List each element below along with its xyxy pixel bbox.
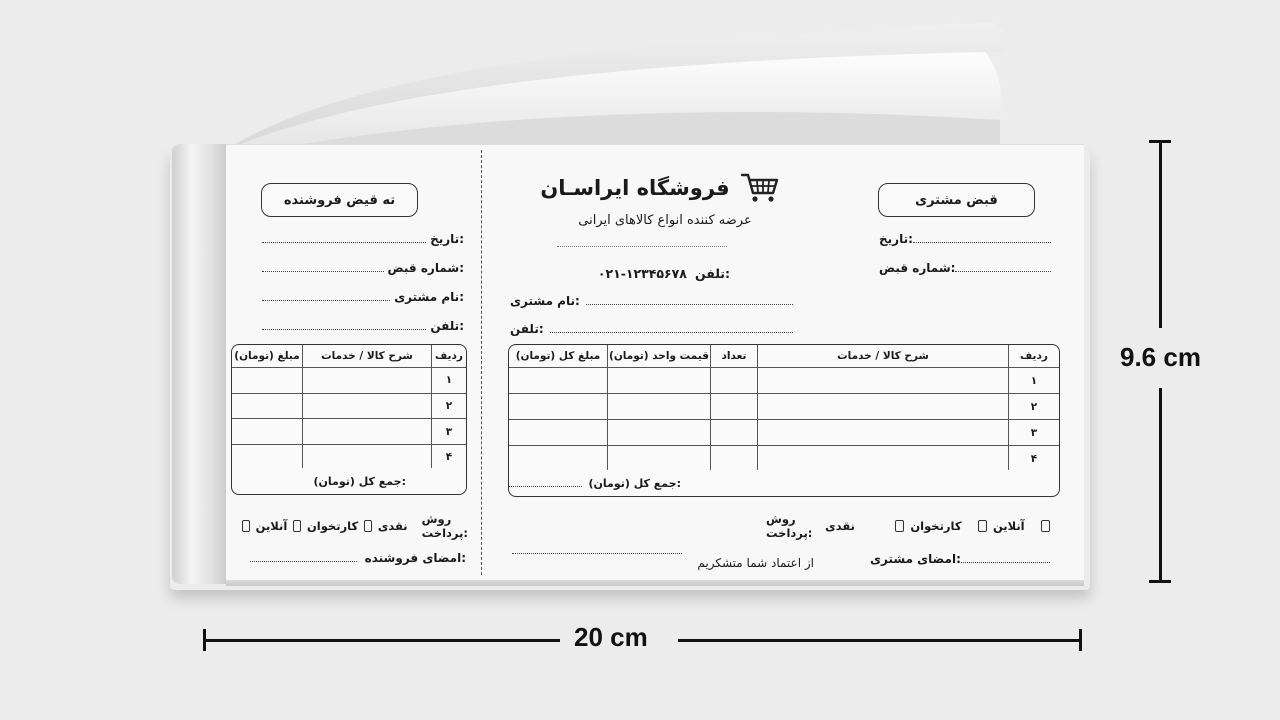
dotted-line <box>955 270 1051 272</box>
table-cell <box>608 394 711 420</box>
phone-value: ۰۲۱-۱۲۳۴۵۶۷۸ <box>597 266 687 281</box>
store-header <box>540 168 780 208</box>
stub-total-row <box>231 468 467 495</box>
payment-option-card: کارتخوان <box>910 519 962 533</box>
total-label: جمع کل (تومان): <box>588 476 681 490</box>
stub-field-receipt-number <box>262 261 464 275</box>
total-label: جمع کل (تومان): <box>313 474 406 488</box>
row-number: ۱ <box>1009 368 1060 394</box>
store-tagline: عرضه کننده انواع کالاهای ایرانی <box>578 213 752 228</box>
card-checkbox[interactable] <box>978 520 987 532</box>
payment-option-cash: نقدی <box>377 519 408 533</box>
col-header-quantity: تعداد <box>711 345 758 368</box>
field-label: نام مشتری: <box>394 290 464 304</box>
dotted-line <box>262 241 426 243</box>
width-dimension-line-left <box>203 639 560 642</box>
thanks-dotted-line <box>512 553 682 554</box>
field-label: نام مشتری: <box>510 294 580 308</box>
dotted-line <box>586 303 793 305</box>
col-header-row: ردیف <box>432 345 467 368</box>
height-dimension-line-bottom <box>1159 388 1162 582</box>
col-header-description: شرح کالا / خدمات <box>303 345 432 368</box>
table-cell <box>303 393 432 419</box>
table-cell <box>509 394 608 420</box>
table-cell <box>758 394 1009 420</box>
customer-field-receipt-number <box>879 261 1057 275</box>
shopping-cart-icon <box>740 171 780 205</box>
payment-label: روش پرداخت: <box>421 512 468 540</box>
table-cell <box>711 394 758 420</box>
table-cell <box>232 419 303 445</box>
payment-option-card: کارتخوان <box>306 519 359 533</box>
row-number: ۴ <box>432 444 467 469</box>
phone-label: تلفن: <box>694 266 730 281</box>
tagline-underline <box>557 246 727 247</box>
field-label: شماره قبض: <box>387 261 464 275</box>
table-cell <box>232 444 303 469</box>
stub-title: ته قیض فروشنده <box>261 183 418 217</box>
customer-field-date <box>879 232 1057 246</box>
main-table <box>508 344 1060 472</box>
col-header-amount: مبلغ (تومان) <box>232 345 303 368</box>
cash-checkbox[interactable] <box>364 520 372 532</box>
table-cell <box>608 368 711 394</box>
table-cell <box>509 420 608 446</box>
stub-signature <box>250 551 466 565</box>
row-number: ۴ <box>1009 446 1060 471</box>
perforation-line <box>481 150 482 575</box>
table-cell <box>232 393 303 419</box>
store-phone <box>590 266 730 281</box>
width-dimension-line-right <box>678 639 1081 642</box>
col-header-description: شرح کالا / خدمات <box>758 345 1009 368</box>
dotted-line <box>262 299 390 301</box>
payment-label: روش پرداخت: <box>766 512 813 540</box>
height-dimension-label: 9.6 cm <box>1120 342 1201 372</box>
height-dimension-line-top <box>1159 140 1162 328</box>
table-cell <box>303 419 432 445</box>
payment-option-online: آنلاین <box>255 519 288 533</box>
row-number: ۲ <box>432 393 467 419</box>
table-cell <box>232 368 303 394</box>
width-dimension-tick-left <box>203 629 206 651</box>
table-cell <box>711 368 758 394</box>
row-number: ۲ <box>1009 394 1060 420</box>
table-cell <box>758 368 1009 394</box>
width-dimension-label: 20 cm <box>574 622 648 652</box>
stub-field-customer-name <box>262 290 464 304</box>
stub-field-phone <box>262 319 464 333</box>
row-number: ۳ <box>432 419 467 445</box>
main-total-row <box>508 470 1060 497</box>
dotted-line <box>262 328 426 330</box>
customer-signature <box>870 552 1058 566</box>
table-cell <box>608 446 711 471</box>
online-checkbox[interactable] <box>242 520 250 532</box>
table-cell <box>303 444 432 469</box>
dotted-line <box>550 331 793 333</box>
main-payment-method <box>766 512 1056 540</box>
width-dimension-tick-right <box>1079 629 1082 651</box>
stub-table <box>231 344 467 470</box>
table-cell <box>509 446 608 471</box>
height-dimension-tick-bottom <box>1149 580 1171 583</box>
row-number: ۳ <box>1009 420 1060 446</box>
signature-label: امضای مشتری: <box>870 552 961 566</box>
online-checkbox[interactable] <box>1041 520 1050 532</box>
table-cell <box>711 420 758 446</box>
dotted-line <box>913 241 1051 243</box>
col-header-total-amount: مبلغ کل (تومان) <box>509 345 608 368</box>
table-cell <box>711 446 758 471</box>
field-label: تاریخ: <box>879 232 913 246</box>
col-header-unit-price: قیمت واحد (تومان) <box>608 345 711 368</box>
thanks-message: از اعتماد شما متشکریم <box>697 556 814 570</box>
cash-checkbox[interactable] <box>895 520 904 532</box>
main-field-customer-name <box>510 294 793 308</box>
table-cell <box>303 368 432 394</box>
book-spine <box>172 144 228 584</box>
customer-receipt-title: قبض مشتری <box>878 183 1035 217</box>
dotted-line <box>509 485 582 487</box>
payment-option-cash: نقدی <box>825 519 855 533</box>
main-field-phone <box>510 322 793 336</box>
dotted-line <box>250 560 357 562</box>
stub-payment-method <box>236 512 468 540</box>
field-label: تلفن: <box>430 319 464 333</box>
sheet-stack-edge <box>226 580 1084 586</box>
dotted-line <box>262 270 384 272</box>
col-header-row: ردیف <box>1009 345 1060 368</box>
table-cell <box>509 368 608 394</box>
table-cell <box>608 420 711 446</box>
stub-field-date <box>262 232 464 246</box>
dotted-line <box>961 561 1050 563</box>
field-label: تلفن: <box>510 322 544 336</box>
table-cell <box>758 446 1009 471</box>
signature-label: امضای فروشنده: <box>364 551 466 565</box>
table-cell <box>758 420 1009 446</box>
field-label: تاریخ: <box>430 232 464 246</box>
card-checkbox[interactable] <box>293 520 301 532</box>
payment-option-online: آنلاین <box>992 519 1025 533</box>
height-dimension-tick-top <box>1149 140 1171 143</box>
store-name: فروشگاه ایراسـان <box>540 176 730 200</box>
row-number: ۱ <box>432 368 467 394</box>
field-label: شماره قبض: <box>879 261 956 275</box>
